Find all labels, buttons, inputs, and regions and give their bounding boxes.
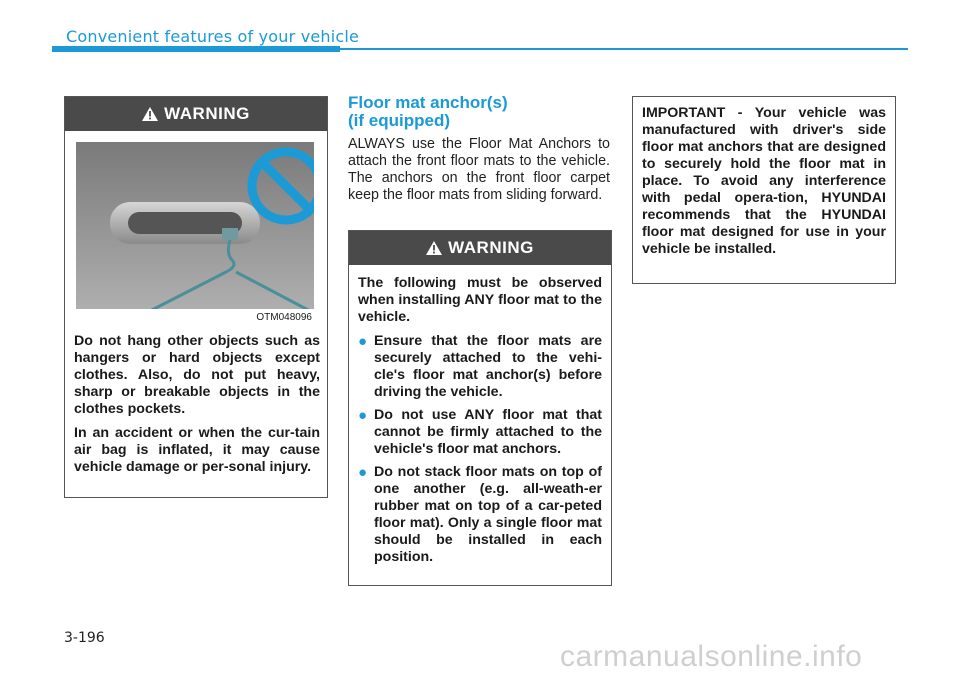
warning-triangle-icon: [142, 107, 158, 121]
list-item: ● Do not stack floor mats on top of one another (e.g. all-weath-er rubber mat on top of a car-peted floor mat). Only a single floor mat should be installed in each position.: [358, 464, 602, 565]
section-title-line: Floor mat anchor(s): [348, 93, 508, 112]
warning-paragraph: In an accident or when the cur-tain air bag is inflated, it may cause vehicle damage or per-sonal injury.: [74, 425, 320, 475]
bullet-icon: ●: [358, 464, 368, 481]
warning-box-hanger: [64, 96, 328, 498]
warning-header: [65, 97, 327, 131]
page-number: 3-196: [64, 630, 105, 646]
important-box: [632, 96, 896, 284]
header-accent-bar: [52, 46, 340, 52]
bullet-icon: ●: [358, 407, 368, 424]
coat-hook-illustration: [76, 142, 314, 327]
warning-intro: The following must be observed when installing ANY floor mat to the vehicle.: [358, 275, 602, 325]
watermark: carmanualsonline.info: [560, 640, 863, 673]
warning-triangle-icon: [426, 241, 442, 255]
important-text: IMPORTANT - Your vehicle was manufactured with driver's side floor mat anchors that are designed to securely hold the floor mat in place. To avoid any interference with pedal opera-tion, HYUNDAI recommends that the HYUNDAI floor mat designed for use in your vehicle be installed.: [642, 105, 886, 257]
floor-mat-body: ALWAYS use the Floor Mat Anchors to attach the front floor mats to the vehicle. The anchors on the front floor carpet keep the floor mats from sliding forward.: [348, 136, 610, 203]
warning-header: [349, 231, 611, 265]
list-item: ● Do not use ANY floor mat that cannot be firmly attached to the vehicle's floor mat anchors.: [358, 407, 602, 457]
warning-body: [358, 275, 602, 572]
warning-heading: WARNING: [448, 238, 534, 257]
section-title: [348, 94, 508, 130]
section-title-line: (if equipped): [348, 111, 450, 130]
header-rule: [340, 48, 908, 50]
warning-heading: WARNING: [164, 104, 250, 123]
warning-box-floor-mat: [348, 230, 612, 586]
warning-body: [74, 333, 320, 483]
bullet-icon: ●: [358, 333, 368, 350]
photo-caption: OTM048096: [76, 309, 314, 327]
list-item: ● Ensure that the floor mats are securely attached to the vehi-cle's floor mat anchor(s) before driving the vehicle.: [358, 333, 602, 400]
hanger-photo: [76, 142, 314, 327]
warning-bullet-list: [358, 333, 602, 566]
section-header-title: Convenient features of your vehicle: [66, 27, 360, 46]
warning-paragraph: Do not hang other objects such as hangers or hard objects except clothes. Also, do not put heavy, sharp or breakable objects in the clothes pockets.: [74, 333, 320, 417]
